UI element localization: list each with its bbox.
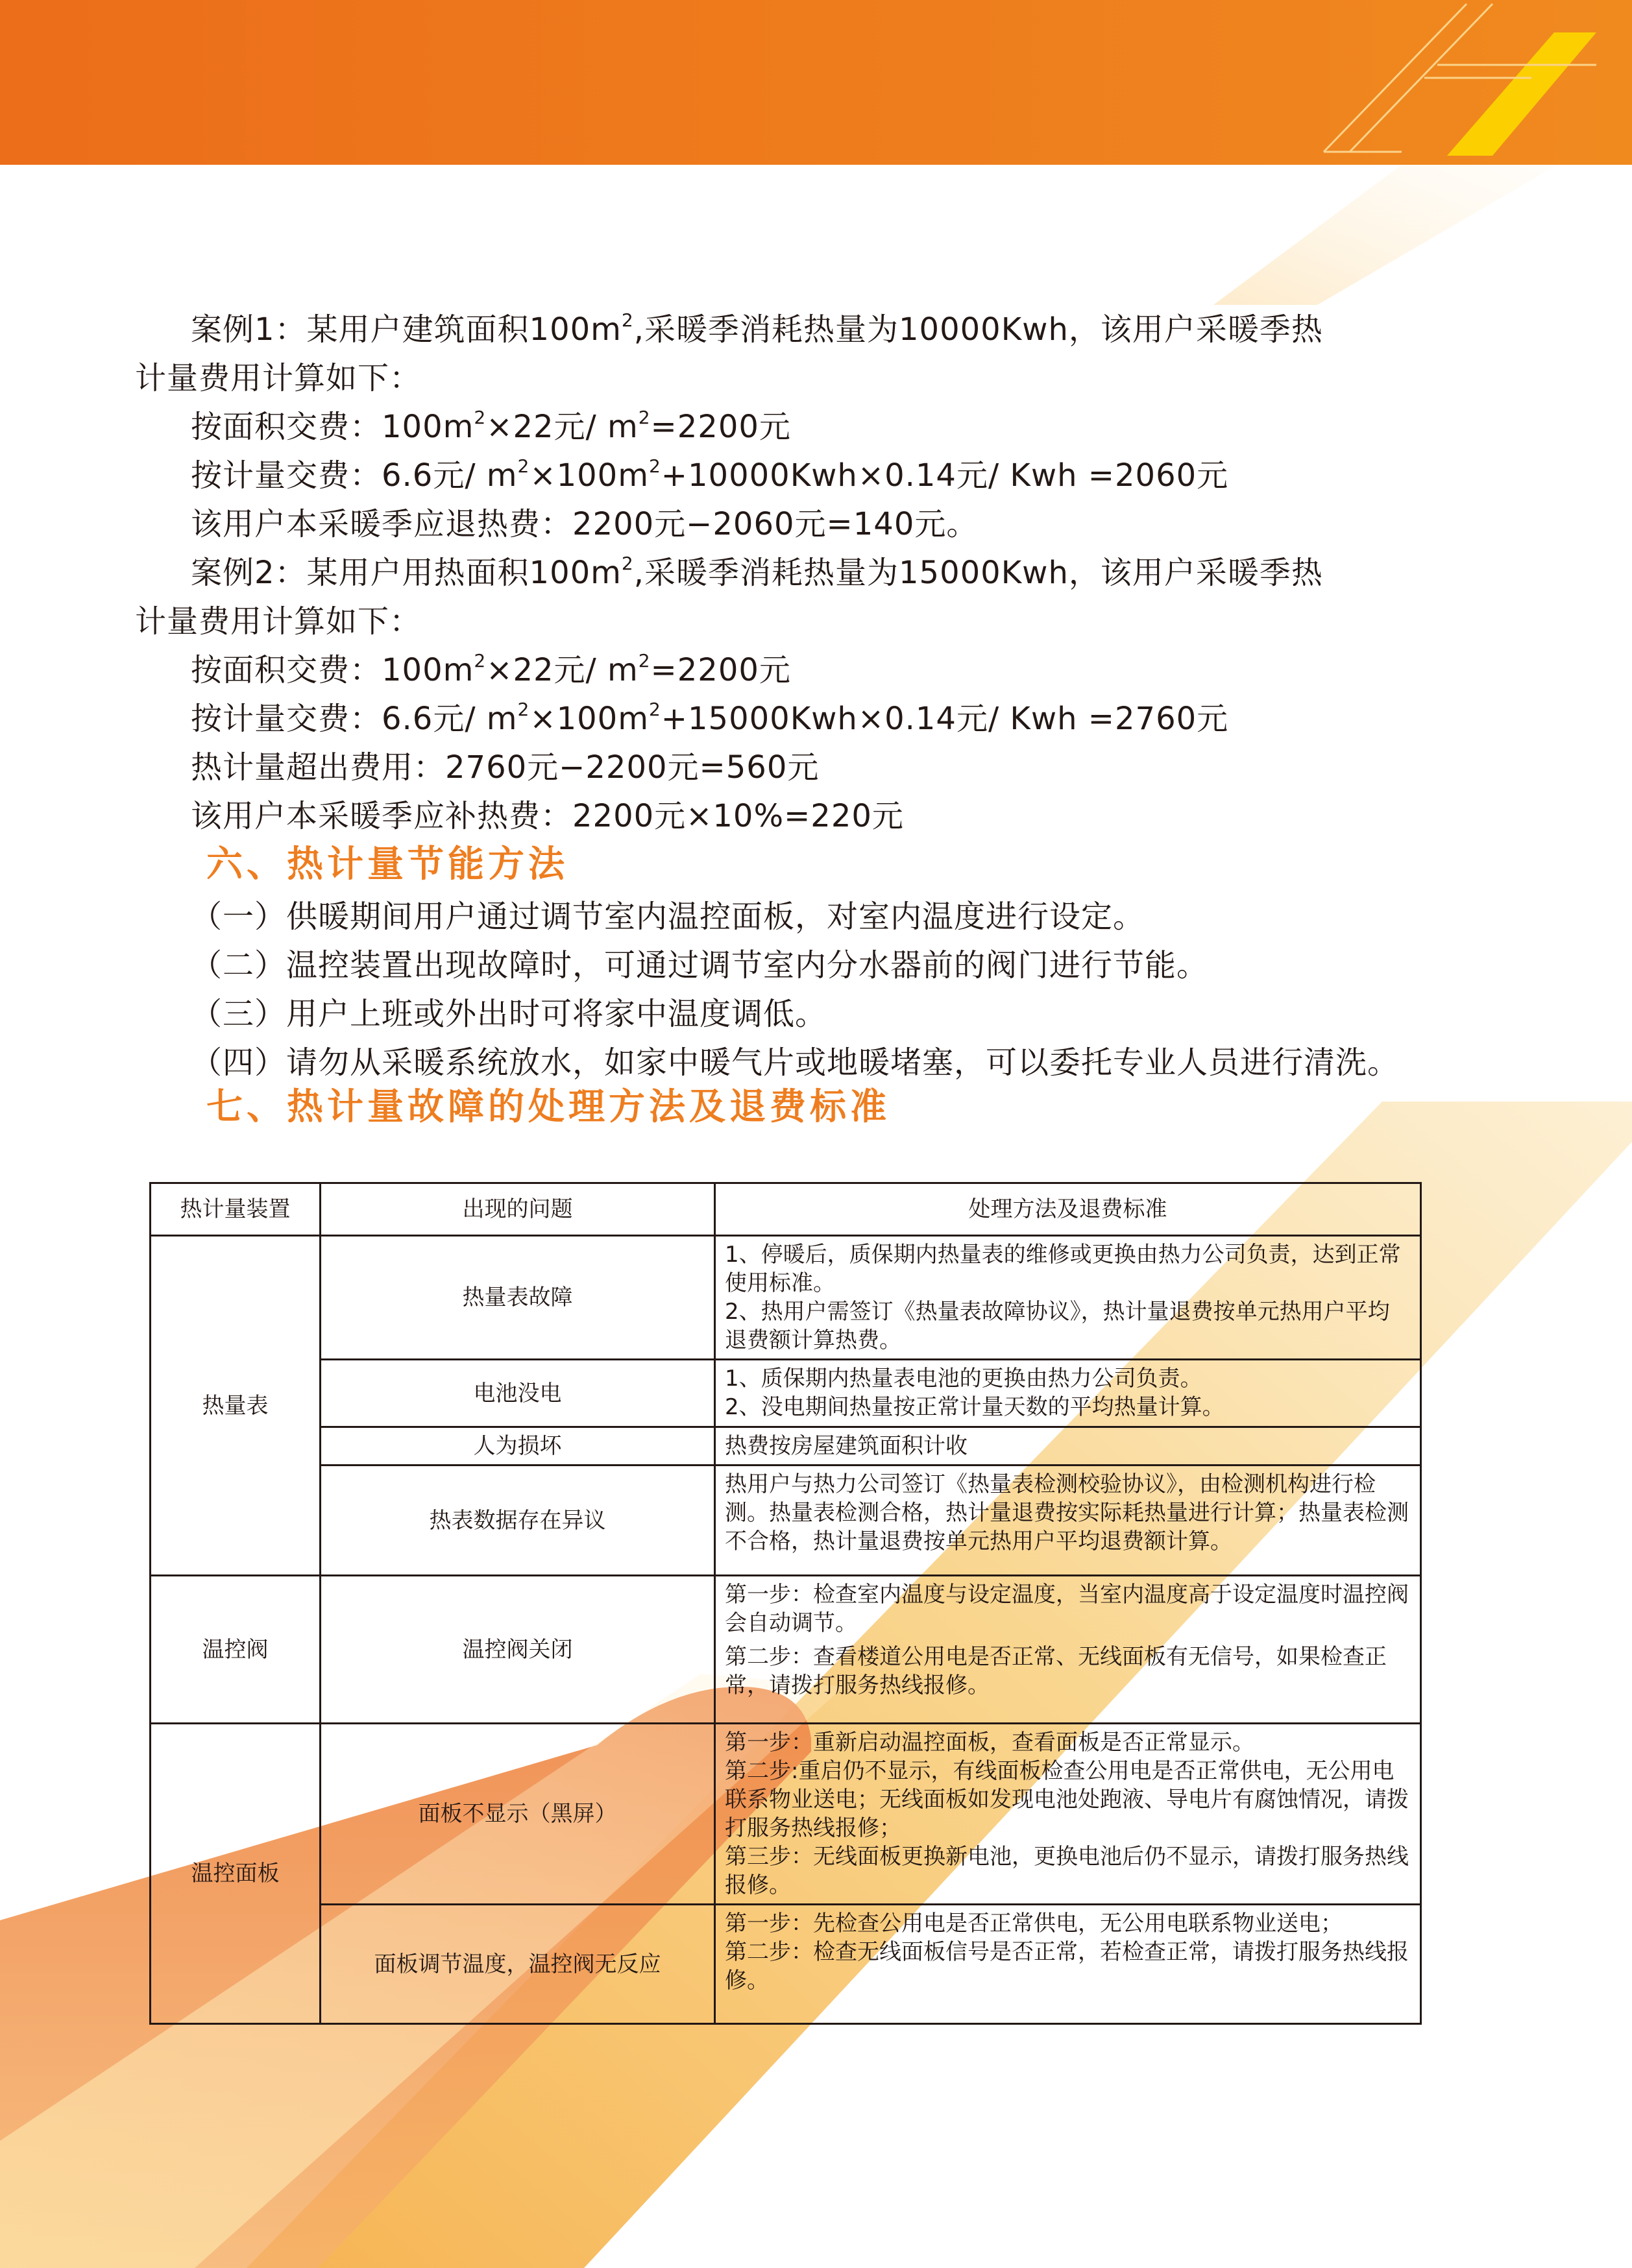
section6-item-3: （三）用户上班或外出时可将家中温度调低。 <box>191 996 827 1032</box>
table-row <box>151 1724 1421 1905</box>
table-row <box>151 1905 1421 2024</box>
case2-line3: 按面积交费：$100m^2\times 22$元/ $m^2=2200$元 <box>191 650 791 688</box>
case1-line3: 按面积交费：$100m^2\times 22$元/ $m^2=2200$元 <box>191 407 791 445</box>
table-row <box>151 1360 1421 1427</box>
device-cell: 温控阀 <box>151 1576 321 1724</box>
device-cell: 温控面板 <box>151 1724 321 2024</box>
table-row <box>151 1466 1421 1576</box>
header-device: 热计量装置 <box>151 1183 321 1236</box>
problem-cell: 电池没电 <box>321 1360 715 1427</box>
case1-line5: 该用户本采暖季应退热费：2200元−2060元=140元。 <box>191 506 979 542</box>
solution-cell: 1、质保期内热量表电池的更换由热力公司负责。 2、没电期间热量按正常计量天数的平均热量计算。 <box>715 1360 1421 1427</box>
section6-item-4: （四）请勿从采暖系统放水，如家中暖气片或地暖堵塞，可以委托专业人员进行清洗。 <box>191 1044 1400 1081</box>
table-row <box>151 1576 1421 1724</box>
section6-heading: 六、热计量节能方法 <box>206 843 568 886</box>
case1-line2: 计量费用计算如下： <box>135 360 422 396</box>
solution-cell: 第一步：先检查公用电是否正常供电，无公用电联系物业送电； 第二步：检查无线面板信号是否正常，若检查正常，请拨打服务热线报修。 <box>715 1905 1421 2024</box>
case2-line6: 该用户本采暖季应补热费：2200元×10%=220元 <box>191 798 904 834</box>
solution-cell: 热用户与热力公司签订《热量表检测校验协议》，由检测机构进行检测。热量表检测合格，热计量退费按实际耗热量进行计算；热量表检测不合格，热计量退费按单元热用户平均退费额计算。 <box>715 1466 1421 1576</box>
problem-cell: 面板不显示（黑屏） <box>321 1724 715 1905</box>
table-header-row <box>151 1183 1421 1236</box>
problem-cell: 人为损坏 <box>321 1427 715 1466</box>
solution-cell: 1、停暖后，质保期内热量表的维修或更换由热力公司负责，达到正常使用标准。 2、热用户需签订《热量表故障协议》，热计量退费按单元热用户平均退费额计算热费。 <box>715 1236 1421 1360</box>
problem-cell: 温控阀关闭 <box>321 1576 715 1724</box>
solution-cell: 热费按房屋建筑面积计收 <box>715 1427 1421 1466</box>
case2-line4: 按计量交费：6.6元/ $m^2\times 100m^2+15000Kwh\times 0.14$元/ Kwh =2760元 <box>191 699 1229 737</box>
device-cell: 热量表 <box>151 1236 321 1576</box>
header-solution: 处理方法及退费标准 <box>715 1183 1421 1236</box>
problem-cell: 热表数据存在异议 <box>321 1466 715 1576</box>
section6-item-1: （一）供暖期间用户通过调节室内温控面板，对室内温度进行设定。 <box>191 899 1145 935</box>
problem-cell: 面板调节温度，温控阀无反应 <box>321 1905 715 2024</box>
header-problem: 出现的问题 <box>321 1183 715 1236</box>
fault-handling-table <box>149 1182 1422 2025</box>
solution-cell: 第一步：重新启动温控面板，查看面板是否正常显示。 第二步:重启仍不显示，有线面板检查公用电是否正常供电，无公用电联系物业送电；无线面板如发现电池处跑液、导电片有腐蚀情况，请拨打服务热线报修； 第三步：无线面板更换新电池，更换电池后仍不显示，请拨打服务热线报修。 <box>715 1724 1421 1905</box>
problem-cell: 热量表故障 <box>321 1236 715 1360</box>
solution-cell: 第一步：检查室内温度与设定温度，当室内温度高于设定温度时温控阀会自动调节。 第二步：查看楼道公用电是否正常、无线面板有无信号，如果检查正常，请拨打服务热线报修。 <box>715 1576 1421 1724</box>
section6-item-2: （二）温控装置出现故障时，可通过调节室内分水器前的阀门进行节能。 <box>191 947 1209 983</box>
section7-heading: 七、热计量故障的处理方法及退费标准 <box>206 1086 890 1128</box>
case1-line4: 按计量交费：6.6元/ $m^2\times 100m^2+10000Kwh\times 0.14$元/ Kwh =2060元 <box>191 455 1229 494</box>
table-row <box>151 1427 1421 1466</box>
case1-line1: 案例1：某用户建筑面积$100m^2$,采暖季消耗热量为10000Kwh，该用户采暖季热 <box>191 309 1323 348</box>
case2-line1: 案例2：某用户用热面积$100m^2$,采暖季消耗热量为15000Kwh，该用户采暖季热 <box>191 553 1323 591</box>
case2-line5: 热计量超出费用：2760元−2200元=560元 <box>191 749 820 786</box>
table-row <box>151 1236 1421 1360</box>
case2-line2: 计量费用计算如下： <box>135 603 422 640</box>
